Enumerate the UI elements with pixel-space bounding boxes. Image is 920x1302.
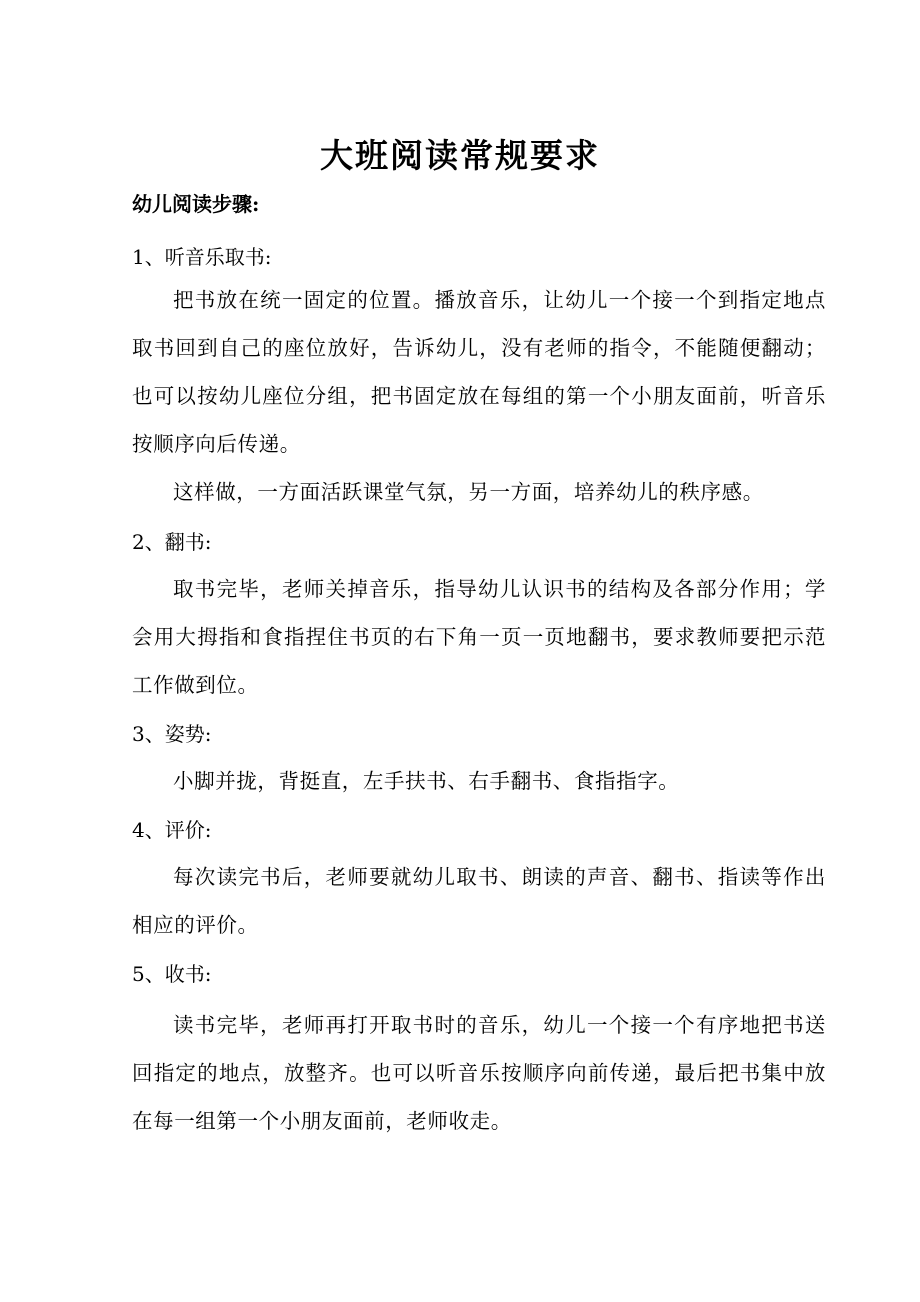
step-4-heading: 4、评价: (132, 818, 212, 842)
document-title: 大班阅读常规要求 (320, 136, 600, 175)
step-5-paragraph-1: 读书完毕，老师再打开取书时的音乐，幼儿一个接一个有序地把书送回指定的地点，放整齐。也可以听音乐按顺序向前传递，最后把书集中放在每一组第一个小朋友面前，老师收走。 (132, 1013, 826, 1133)
step-1-paragraph-1: 把书放在统一固定的位置。播放音乐，让幼儿一个接一个到指定地点取书回到自己的座位放好，告诉幼儿，没有老师的指令，不能随便翻动；也可以按幼儿座位分组，把书固定放在每组的第一个小朋友面前，听音乐按顺序向后传递。 (132, 288, 826, 456)
step-5-heading: 5、收书: (132, 962, 212, 986)
step-2-paragraph-1: 取书完毕，老师关掉音乐，指导幼儿认识书的结构及各部分作用；学会用大拇指和食指捏住书页的右下角一页一页地翻书，要求教师要把示范工作做到位。 (132, 577, 826, 697)
step-2-heading: 2、翻书: (132, 530, 212, 554)
step-1-heading: 1、听音乐取书: (132, 245, 272, 269)
step-4-paragraph-1: 每次读完书后，老师要就幼儿取书、朗读的声音、翻书、指读等作出相应的评价。 (132, 865, 826, 937)
section-subtitle: 幼儿阅读步骤: (132, 192, 260, 216)
step-1-paragraph-2: 这样做，一方面活跃课堂气氛，另一方面，培养幼儿的秩序感。 (173, 480, 764, 504)
step-3-heading: 3、姿势: (132, 722, 212, 746)
step-3-paragraph-1: 小脚并拢，背挺直，左手扶书、右手翻书、食指指字。 (173, 769, 680, 793)
